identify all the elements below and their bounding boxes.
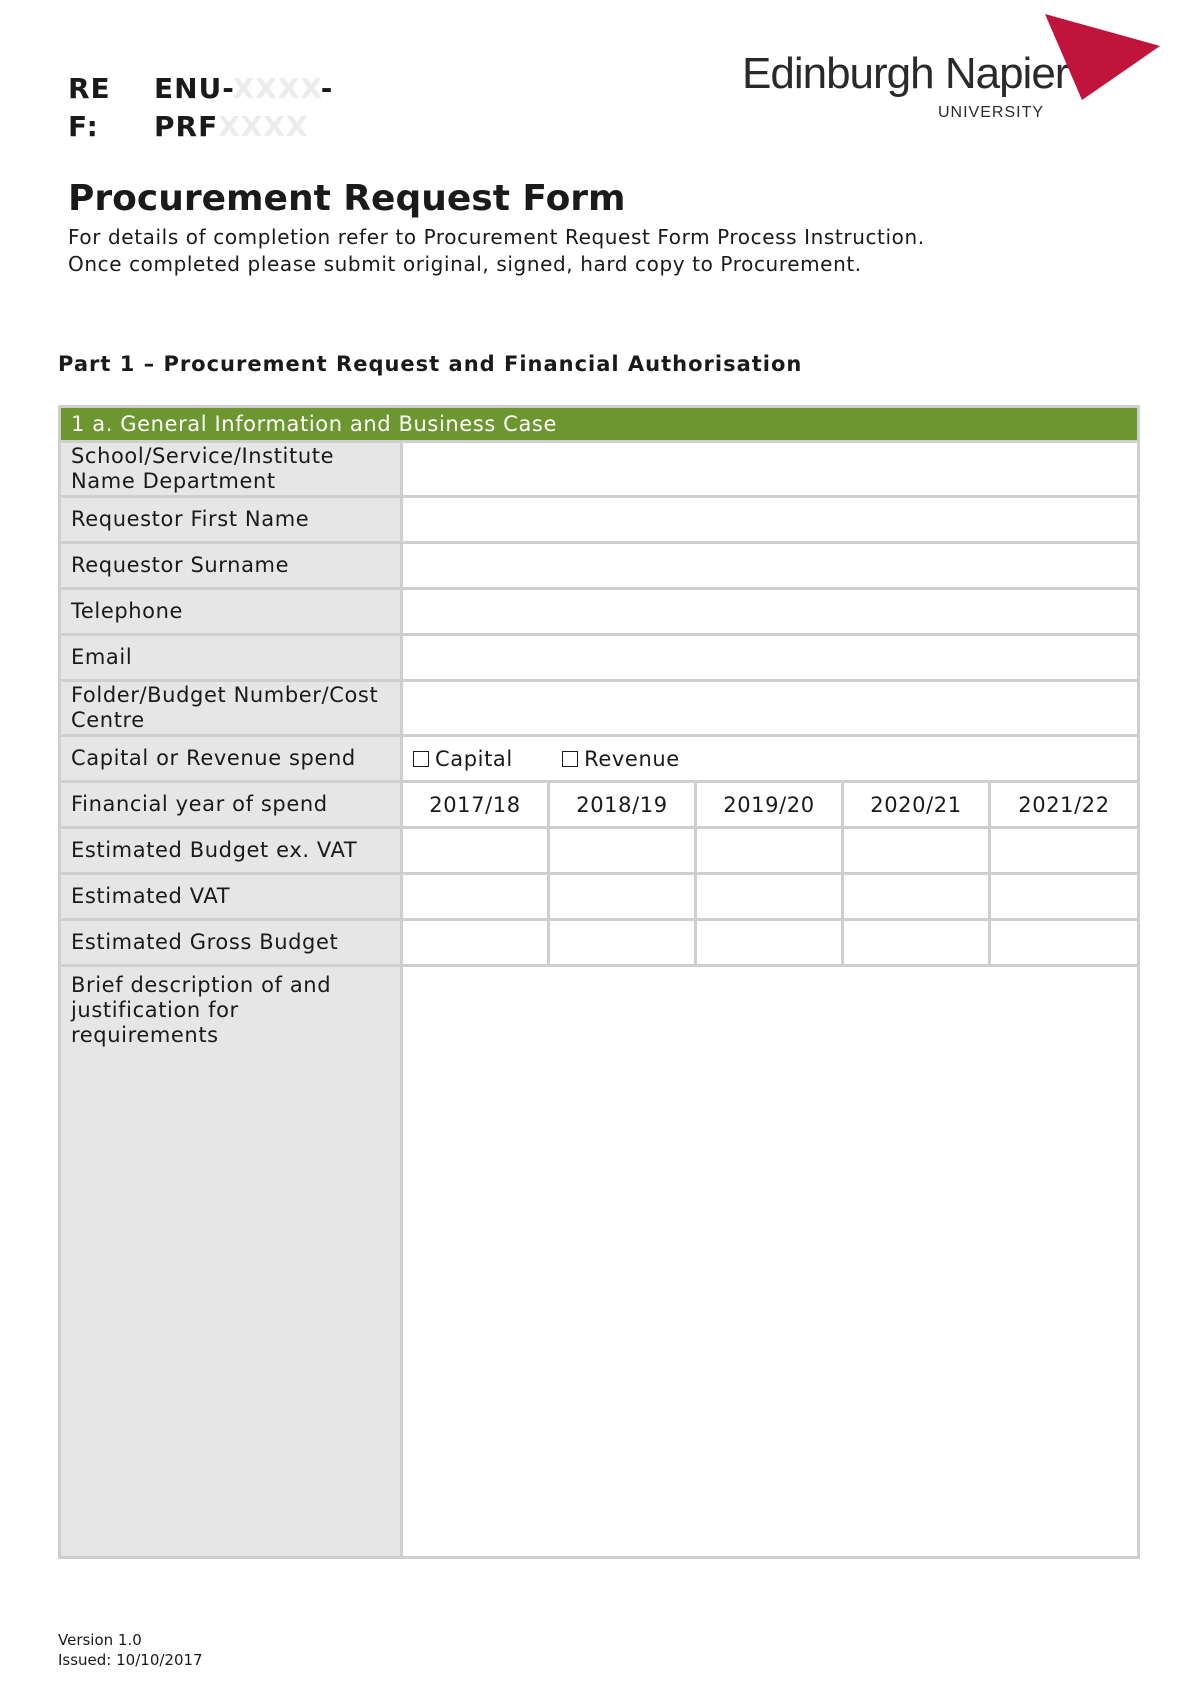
reference-suffix: -: [320, 72, 334, 105]
folder-input[interactable]: [402, 681, 1139, 736]
logo-subtitle: UNIVERSITY: [938, 104, 1045, 121]
telephone-label: Telephone: [60, 589, 402, 635]
issued-text: Issued: 10/10/2017: [58, 1651, 203, 1669]
reference-prefix: ENU-: [154, 72, 233, 105]
version-text: Version 1.0: [58, 1631, 142, 1649]
capital-revenue-label: Capital or Revenue spend: [60, 736, 402, 782]
folder-label: Folder/Budget Number/Cost Centre: [60, 681, 402, 736]
vat-cell[interactable]: [549, 874, 696, 920]
footer: [58, 1630, 203, 1670]
surname-input[interactable]: [402, 543, 1139, 589]
gross-budget-cell[interactable]: [549, 920, 696, 966]
year-header: 2019/20: [696, 782, 843, 828]
first-name-label: Requestor First Name: [60, 497, 402, 543]
option-label: Revenue: [584, 746, 680, 771]
intro-line: For details of completion refer to Procurement Request Form Process Instruction.: [68, 225, 925, 249]
vat-cell[interactable]: [402, 874, 549, 920]
budget-ex-vat-cell[interactable]: [696, 828, 843, 874]
gross-budget-cell[interactable]: [696, 920, 843, 966]
section-header: 1 a. General Information and Business Case: [60, 407, 1139, 442]
gross-budget-cell[interactable]: [843, 920, 990, 966]
option-label: Capital: [435, 746, 513, 771]
budget-ex-vat-label: Estimated Budget ex. VAT: [60, 828, 402, 874]
reference-label-line2: F:: [68, 110, 99, 143]
gross-budget-cell[interactable]: [402, 920, 549, 966]
email-input[interactable]: [402, 635, 1139, 681]
budget-ex-vat-cell[interactable]: [843, 828, 990, 874]
logo-name: Edinburgh Napier: [742, 49, 1069, 98]
gross-budget-cell[interactable]: [990, 920, 1139, 966]
general-information-table: [58, 405, 1140, 1559]
year-header: 2021/22: [990, 782, 1139, 828]
description-label: Brief description of and justification for requirements: [60, 966, 402, 1558]
reference-prefix: PRF: [154, 110, 219, 143]
telephone-input[interactable]: [402, 589, 1139, 635]
year-header: 2017/18: [402, 782, 549, 828]
vat-cell[interactable]: [843, 874, 990, 920]
first-name-input[interactable]: [402, 497, 1139, 543]
budget-ex-vat-cell[interactable]: [402, 828, 549, 874]
page-title: Procurement Request Form: [68, 178, 626, 219]
spend-options: [402, 736, 1139, 782]
reference-placeholder: XXXX: [232, 72, 321, 105]
revenue-option[interactable]: [562, 747, 680, 771]
reference-label-line1: RE: [68, 72, 111, 105]
financial-year-label: Financial year of spend: [60, 782, 402, 828]
description-input[interactable]: [402, 966, 1139, 1558]
vat-cell[interactable]: [990, 874, 1139, 920]
budget-ex-vat-cell[interactable]: [549, 828, 696, 874]
reference-line1: [154, 70, 333, 108]
reference-line2: [154, 108, 309, 146]
year-header: 2020/21: [843, 782, 990, 828]
year-header: 2018/19: [549, 782, 696, 828]
capital-option[interactable]: [413, 747, 513, 771]
reference-placeholder: XXXX: [218, 110, 309, 143]
budget-ex-vat-cell[interactable]: [990, 828, 1139, 874]
school-label: School/Service/Institute Name Department: [60, 442, 402, 497]
part-heading: Part 1 – Procurement Request and Financial Authorisation: [58, 352, 803, 376]
checkbox-icon[interactable]: [413, 751, 429, 767]
school-input[interactable]: [402, 442, 1139, 497]
gross-budget-label: Estimated Gross Budget: [60, 920, 402, 966]
intro-line: Once completed please submit original, signed, hard copy to Procurement.: [68, 251, 862, 276]
vat-label: Estimated VAT: [60, 874, 402, 920]
surname-label: Requestor Surname: [60, 543, 402, 589]
email-label: Email: [60, 635, 402, 681]
edinburgh-napier-logo: [742, 12, 1162, 122]
intro-text: [68, 224, 928, 277]
checkbox-icon[interactable]: [562, 751, 578, 767]
vat-cell[interactable]: [696, 874, 843, 920]
